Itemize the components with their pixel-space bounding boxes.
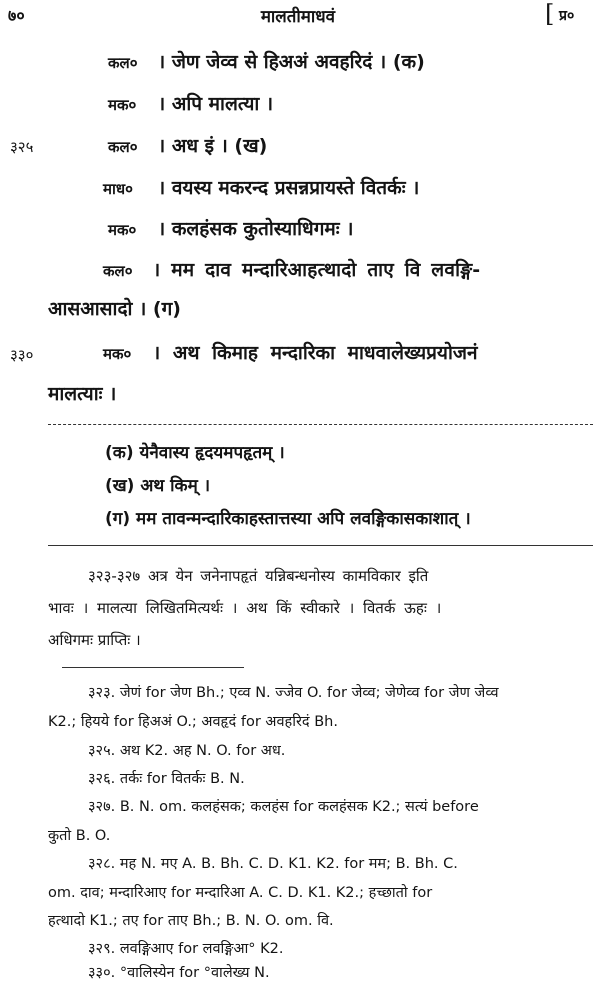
dialogue-line: । कलहंसक कुतोस्याधिगमः । bbox=[158, 218, 354, 240]
note-line: हत्थादो K1.; तए for ताए Bh.; B. N. O. om. वि. bbox=[48, 913, 334, 929]
speaker-label: माध० bbox=[103, 180, 133, 198]
speaker-label: मक० bbox=[103, 345, 132, 363]
dialogue-line: । मम दाव मन्दारिआहत्थादो ताए वि लवङ्गि- bbox=[153, 259, 481, 281]
line-number: ३३० bbox=[10, 346, 34, 364]
act-marker: प्र० bbox=[559, 8, 575, 24]
dialogue-line: । अपि मालत्या । bbox=[158, 93, 274, 115]
dialogue-line: । वयस्य मकरन्द प्रसन्नप्रायस्ते वितर्कः । bbox=[158, 177, 420, 199]
dialogue-line-continuation: आसआसादो । (ग) bbox=[48, 298, 181, 320]
page-number: ७० bbox=[8, 6, 25, 25]
dialogue-line: । अध इं । (ख) bbox=[158, 135, 268, 157]
note-line: ३२५. अथ K2. अह N. O. for अध. bbox=[88, 743, 286, 759]
speaker-label: कल० bbox=[108, 54, 138, 72]
gloss-line: (क) येनैवास्य हृदयमपहृतम् । bbox=[105, 443, 285, 463]
page-title: मालतीमाधवं bbox=[260, 7, 335, 27]
note-line: कुतो B. O. bbox=[48, 828, 111, 844]
gloss-line: (ग) मम तावन्मन्दारिकाहस्तात्तस्या अपि लवङ्गिकासकाशात् । bbox=[105, 509, 471, 529]
speaker-label: कल० bbox=[103, 262, 133, 280]
speaker-label: कल० bbox=[108, 138, 138, 156]
gloss-line: (ख) अथ किम् । bbox=[105, 476, 211, 496]
note-line: ३२३. जेणं for जेण Bh.; एव्व N. ज्जेव O. for जेव्व; जेणेव्व for जेण जेव्व bbox=[88, 685, 499, 701]
dashed-divider bbox=[48, 424, 593, 425]
dialogue-line-continuation: मालत्याः । bbox=[48, 383, 117, 405]
note-line: ३२६. तर्कः for वितर्कः B. N. bbox=[88, 771, 245, 787]
note-line: ३२७. B. N. om. कलहंसक; कलहंस for कलहंसक K2.; सत्यं before bbox=[88, 799, 479, 815]
commentary-line: अधिगमः प्राप्तिः । bbox=[48, 631, 141, 649]
divider bbox=[48, 545, 593, 546]
speaker-label: मक० bbox=[108, 96, 137, 114]
note-line: om. दाव; मन्दारिआए for मन्दारिआ A. C. D. K1. K2.; हच्छातो for bbox=[48, 885, 433, 901]
note-line: ३२८. मह N. मए A. B. Bh. C. D. K1. K2. for मम; B. Bh. C. bbox=[88, 856, 458, 872]
commentary-line: भावः । मालत्या लिखितमित्यर्थः । अथ किं स्वीकारे । वितर्क ऊहः । bbox=[48, 599, 442, 617]
note-line: ३२९. लवङ्गिआए for लवङ्गिआ° K2. bbox=[88, 941, 284, 957]
header-bracket: [ bbox=[545, 0, 555, 28]
dialogue-line: । अथ किमाह मन्दारिका माधवालेख्यप्रयोजनं bbox=[153, 342, 478, 364]
commentary-line: ३२३-३२७ अत्र येन जनेनापहृतं यन्निबन्धनोस्य कामविकार इति bbox=[88, 567, 429, 585]
line-number: ३२५ bbox=[10, 138, 34, 156]
speaker-label: मक० bbox=[108, 221, 137, 239]
note-line: K2.; हियये for हिअअं O.; अवहृदं for अवहरिदं Bh. bbox=[48, 714, 338, 730]
note-line: ३३०. °वालिस्येन for °वालेख्य N. bbox=[88, 965, 270, 981]
footnote-divider bbox=[62, 667, 244, 668]
dialogue-line: । जेण जेव्व से हिअअं अवहरिदं । (क) bbox=[158, 51, 425, 73]
